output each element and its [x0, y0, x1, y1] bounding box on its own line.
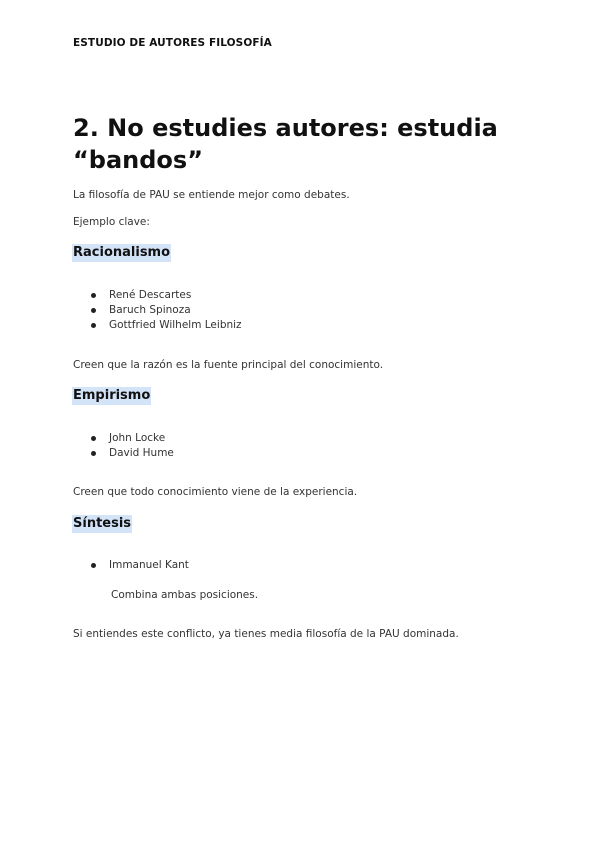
bullet-icon [91, 323, 96, 328]
heading-sintesis-text: Síntesis [73, 516, 132, 531]
list-item [91, 446, 174, 461]
document-header: ESTUDIO DE AUTORES FILOSOFÍA [73, 37, 272, 49]
list-item [91, 558, 189, 573]
list-item [91, 318, 242, 333]
list-item-text: Baruch Spinoza [109, 304, 191, 317]
bullet-icon [91, 563, 96, 568]
heading-sintesis [72, 516, 132, 531]
list-item-text: Immanuel Kant [109, 559, 189, 571]
list-item [91, 431, 174, 446]
bullet-icon [91, 451, 96, 456]
sintesis-summary: Combina ambas posiciones. [111, 589, 259, 601]
heading-racionalismo-text: Racionalismo [73, 245, 171, 260]
example-label: Ejemplo clave: [73, 216, 150, 228]
list-item-text: Gottfried Wilhelm Leibniz [109, 319, 242, 332]
empirismo-list [91, 431, 174, 461]
intro-paragraph: La filosofía de PAU se entiende mejor como debates. [73, 189, 350, 201]
bullet-icon [91, 436, 96, 441]
heading-empirismo [72, 388, 151, 403]
bullet-icon [91, 293, 96, 298]
bullet-icon [91, 308, 96, 313]
section-title: 2. No estudies autores: estudia “bandos” [73, 114, 498, 174]
list-item [91, 303, 242, 318]
heading-racionalismo [72, 245, 171, 260]
list-item [91, 288, 242, 303]
list-item-text: René Descartes [109, 289, 192, 301]
empirismo-summary: Creen que todo conocimiento viene de la experiencia. [73, 486, 358, 498]
racionalismo-summary: Creen que la razón es la fuente principal del conocimiento. [73, 359, 384, 371]
list-item-text: David Hume [109, 447, 174, 460]
heading-empirismo-text: Empirismo [73, 388, 151, 403]
list-item-text: John Locke [109, 432, 166, 444]
racionalismo-list [91, 288, 242, 334]
conclusion-paragraph: Si entiendes este conflicto, ya tienes media filosofía de la PAU dominada. [73, 628, 459, 640]
sintesis-list [91, 558, 189, 573]
